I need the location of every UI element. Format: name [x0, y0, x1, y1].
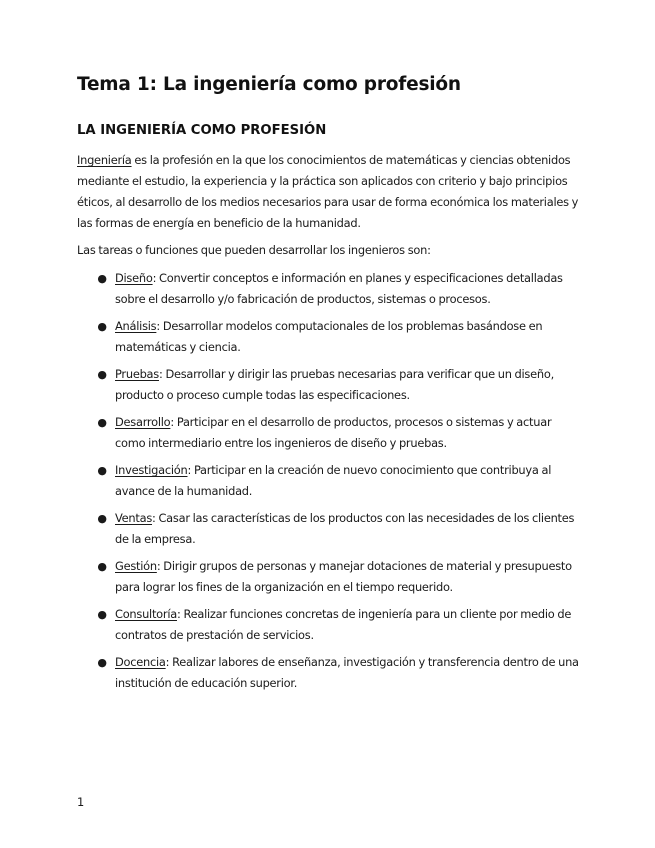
- section-heading: LA INGENIERÍA COMO PROFESIÓN: [77, 123, 327, 138]
- intro-paragraph: [77, 150, 582, 234]
- task-text: : Participar en la creación de nuevo conocimiento que contribuya al avance de la humanidad.: [115, 463, 552, 498]
- intro-text: es la profesión en la que los conocimientos de matemáticas y ciencias obtenidos mediante el estudio, la experiencia y la práctica son aplicados con criterio y bajo principios éticos, al desarrollo de los medios necesarios para usar de forma económica los materiales y las formas de energía en beneficio de la humanidad.: [77, 153, 579, 230]
- task-term: Ventas: [115, 511, 153, 525]
- page-title: Tema 1: La ingeniería como profesión: [77, 74, 461, 95]
- task-item-desarrollo: [77, 412, 582, 454]
- bullet-icon: ●: [97, 656, 107, 669]
- lead-in-paragraph: Las tareas o funciones que pueden desarrollar los ingenieros son:: [77, 243, 431, 257]
- bullet-icon: ●: [97, 320, 107, 333]
- task-item-pruebas: [77, 364, 582, 406]
- task-term: Desarrollo: [115, 415, 171, 429]
- task-item-diseno: [77, 268, 582, 310]
- bullet-icon: ●: [97, 368, 107, 381]
- task-term: Investigación: [115, 463, 188, 477]
- bullet-icon: ●: [97, 272, 107, 285]
- task-text: : Convertir conceptos e información en planes y especificaciones detalladas sobre el desarrollo y/o fabricación de productos, sistemas o procesos.: [115, 271, 563, 306]
- task-term: Análisis: [115, 319, 157, 333]
- task-term: Gestión: [115, 559, 157, 573]
- bullet-icon: ●: [97, 560, 107, 573]
- task-text: : Participar en el desarrollo de productos, procesos o sistemas y actuar como intermediario entre los ingenieros de diseño y pruebas.: [115, 415, 552, 450]
- task-item-investigacion: [77, 460, 582, 502]
- task-list: [77, 268, 582, 700]
- bullet-icon: ●: [97, 512, 107, 525]
- task-text: : Dirigir grupos de personas y manejar dotaciones de material y presupuesto para lograr los fines de la organización en el tiempo requerido.: [115, 559, 572, 594]
- task-text: : Desarrollar y dirigir las pruebas necesarias para verificar que un diseño, producto o proceso cumple todas las especificaciones.: [115, 367, 554, 402]
- task-text: : Desarrollar modelos computacionales de los problemas basándose en matemáticas y ciencia.: [115, 319, 543, 354]
- task-item-gestion: [77, 556, 582, 598]
- task-term: Docencia: [115, 655, 166, 669]
- task-text: : Casar las características de los productos con las necesidades de los clientes de la empresa.: [115, 511, 575, 546]
- task-text: : Realizar labores de enseñanza, investigación y transferencia dentro de una institución de educación superior.: [115, 655, 579, 690]
- bullet-icon: ●: [97, 464, 107, 477]
- task-term: Pruebas: [115, 367, 159, 381]
- task-term: Consultoría: [115, 607, 177, 621]
- task-term: Diseño: [115, 271, 153, 285]
- task-item-analisis: [77, 316, 582, 358]
- task-item-consultoria: [77, 604, 582, 646]
- bullet-icon: ●: [97, 608, 107, 621]
- page-number: 1: [77, 795, 85, 809]
- task-item-docencia: [77, 652, 582, 694]
- intro-term: Ingeniería: [77, 153, 132, 167]
- bullet-icon: ●: [97, 416, 107, 429]
- task-item-ventas: [77, 508, 582, 550]
- task-text: : Realizar funciones concretas de ingeniería para un cliente por medio de contratos de prestación de servicios.: [115, 607, 572, 642]
